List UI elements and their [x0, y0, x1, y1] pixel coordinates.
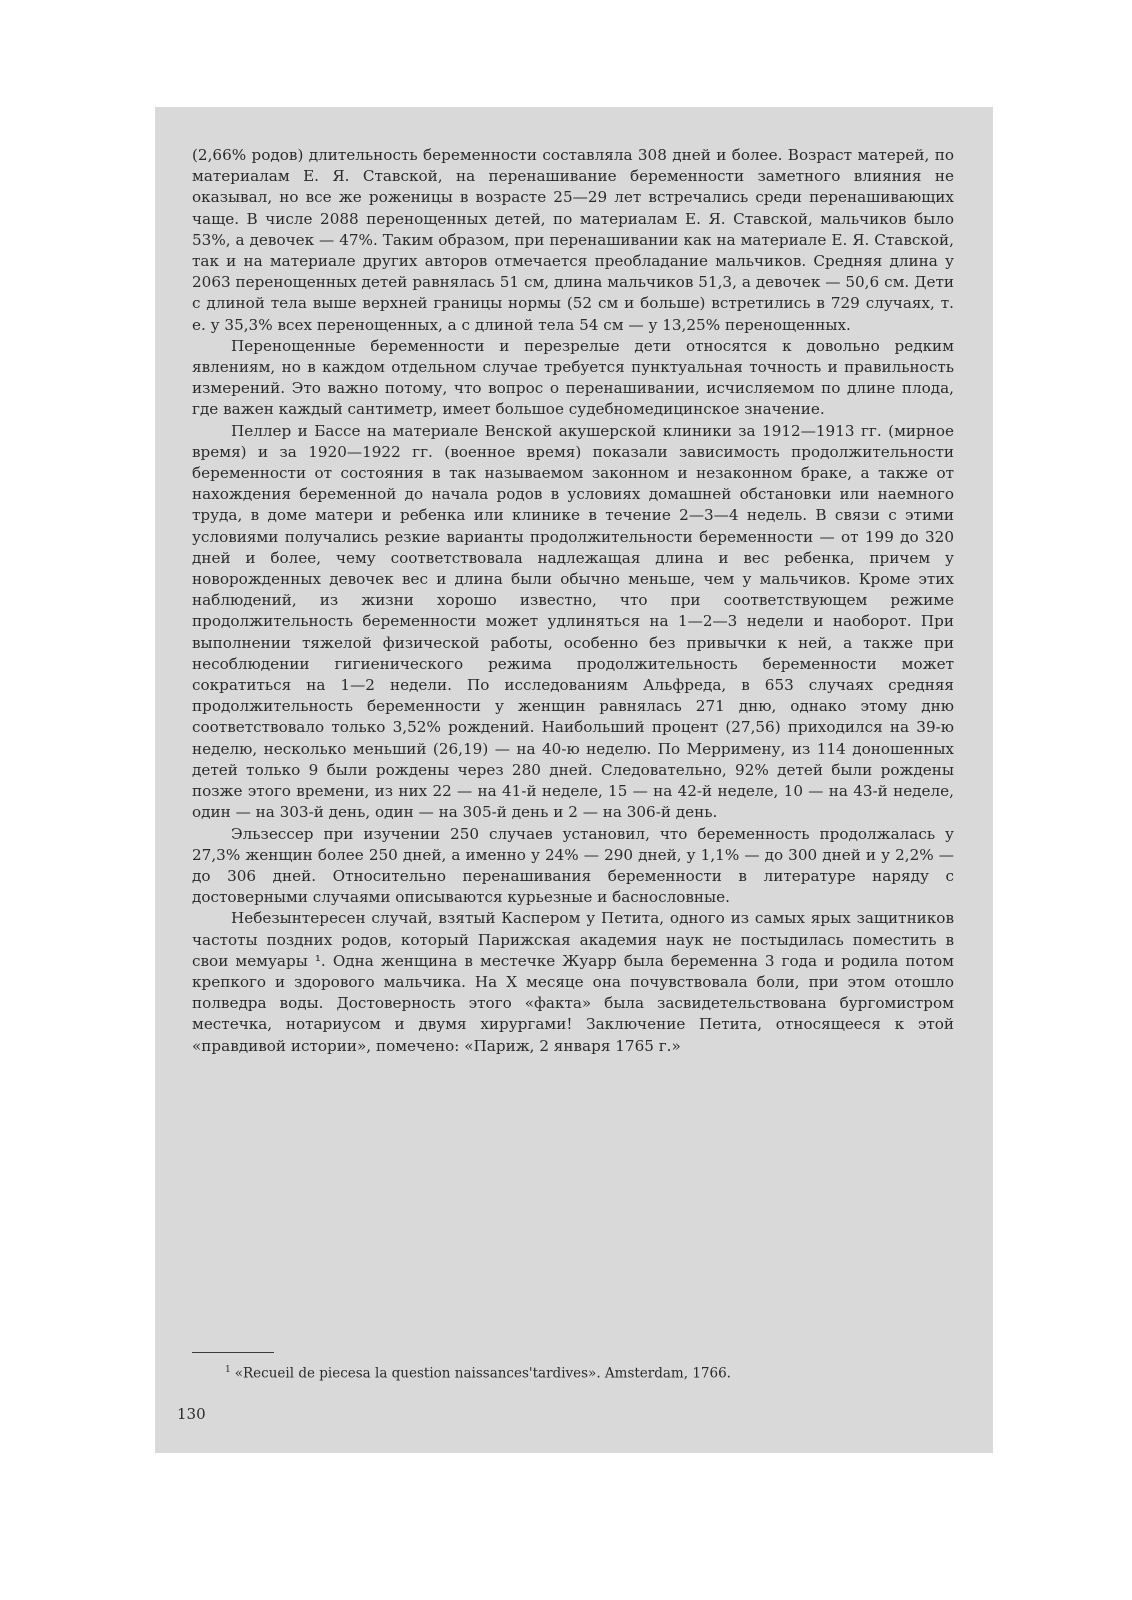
footnote-marker: 1: [225, 1365, 231, 1375]
paragraph-3: Пеллер и Бассе на материале Венской акушерской клиники за 1912—1913 гг. (мирное время) и за 1920—1922 гг. (военное время) показали зависимость продолжительности беременности от состояния в так называемом законном и незаконном браке, а также от нахождения беременной до начала родов в условиях домашней обстановки или наемного труда, в доме матери и ребенка или клинике в течение 2—3—4 недель. В связи с этими условиями получались резкие варианты продолжительности беременности — от 199 до 320 дней и более, чему соответствовала надлежащая длина и вес ребенка, причем у новорожденных девочек вес и длина были обычно меньше, чем у мальчиков. Кроме этих наблюдений, из жизни хорошо известно, что при соответствующем режиме продолжительность беременности может удлиняться на 1—2—3 недели и наоборот. При выполнении тяжелой физической работы, особенно без привычки к ней, а также при несоблюдении гигиенического режима продолжительность беременности может сократиться на 1—2 недели. По исследованиям Альфреда, в 653 случаях средняя продолжительность беременности у женщин равнялась 271 дню, однако этому дню соответствовало только 3,52% рождений. Наибольший процент (27,56) приходился на 39-ю неделю, несколько меньший (26,19) — на 40-ю неделю. По Мерримену, из 114 доношенных детей только 9 были рождены через 280 дней. Следовательно, 92% детей были рождены позже этого времени, из них 22 — на 41-й неделе, 15 — на 42-й неделе, 10 — на 43-й неделе, один — на 303-й день, один — на 305-й день и 2 — на 306-й день.: [192, 421, 954, 822]
footnote-divider: [192, 1352, 274, 1353]
book-page: [155, 107, 993, 1453]
body-text: [192, 145, 954, 1057]
paragraph-4: Эльзессер при изучении 250 случаев установил, что беременность продолжалась у 27,3% женщин более 250 дней, а именно у 24% — 290 дней, у 1,1% — до 300 дней и у 2,2% — до 306 дней. Относительно перенашивания беременности в литературе наряду с достоверными случаями описываются курьезные и баснословные.: [192, 824, 954, 907]
paragraph-5: Небезынтересен случай, взятый Каспером у Петита, одного из самых ярых защитников частоты поздних родов, который Парижская академия наук не постыдилась поместить в свои мемуары ¹. Одна женщина в местечке Жуарр была беременна 3 года и родила потом крепкого и здорового мальчика. На X месяце она почувствовала боли, при этом отошло полведра воды. Достоверность этого «факта» была засвидетельствована бургомистром местечка, нотариусом и двумя хирургами! Заключение Петита, относящееся к этой «правдивой истории», помечено: «Париж, 2 января 1765 г.»: [192, 909, 954, 1055]
page-number: 130: [177, 1405, 206, 1423]
footnote: [225, 1365, 731, 1382]
footnote-text: «Recueil de piecesa la question naissances'tardives». Amsterdam, 1766.: [234, 1365, 731, 1382]
paragraph-2: Перенощенные беременности и перезрелые дети относятся к довольно редким явлениям, но в каждом отдельном случае требуется пунктуальная точность и правильность измерений. Это важно потому, что вопрос о перенашивании, исчисляемом по длине плода, где важен каждый сантиметр, имеет большое судебномедицинское значение.: [192, 336, 954, 419]
paragraph-1: (2,66% родов) длительность беременности составляла 308 дней и более. Возраст матерей, по материалам Е. Я. Ставской, на перенашивание беременности заметного влияния не оказывал, но все же роженицы в возрасте 25—29 лет встречались среди перенашивающих чаще. В числе 2088 перенощенных детей, по материалам Е. Я. Ставской, мальчиков было 53%, а девочек — 47%. Таким образом, при перенашивании как на материале Е. Я. Ставской, так и на материале других авторов отмечается преобладание мальчиков. Средняя длина у 2063 перенощенных детей равнялась 51 см, длина мальчиков 51,3, а девочек — 50,6 см. Дети с длиной тела выше верхней границы нормы (52 см и больше) встретились в 729 случаях, т. е. у 35,3% всех перенощенных, а с длиной тела 54 см — у 13,25% перенощенных.: [192, 146, 954, 334]
